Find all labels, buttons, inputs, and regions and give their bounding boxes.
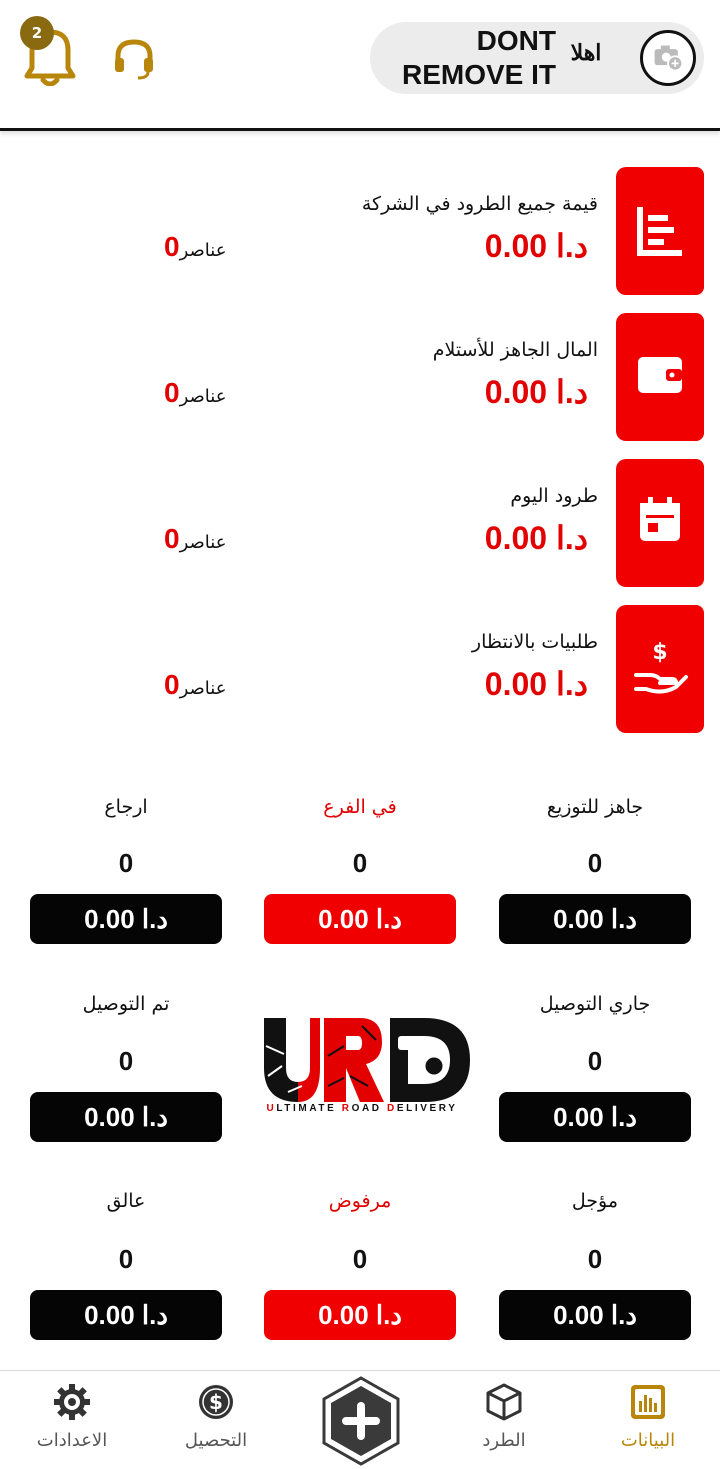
status-count: 0 — [352, 848, 368, 878]
nav-label-parcel: الطرد — [482, 1430, 526, 1451]
card-count-value: 0 — [164, 231, 180, 262]
status-count: 0 — [352, 1244, 368, 1274]
svg-text:$: $ — [209, 1390, 223, 1414]
status-label: مؤجل — [571, 1190, 619, 1212]
greeting-text: اهلا — [570, 40, 602, 65]
status-amount: 0.00 د.ا — [499, 1290, 691, 1340]
status-label: مرفوض — [328, 1190, 392, 1212]
status-label: تم التوصيل — [82, 993, 170, 1015]
status-count: 0 — [118, 1244, 134, 1274]
nav-label-data: البيانات — [620, 1430, 676, 1451]
card-count-value: 0 — [164, 377, 180, 408]
gear-icon — [52, 1382, 92, 1422]
camera-add-icon — [643, 33, 693, 83]
nav-item-parcel[interactable] — [434, 1382, 574, 1451]
status-amount: 0.00 د.ا — [30, 1290, 222, 1340]
status-label: في الفرع — [323, 796, 397, 818]
card-count-unit: عناصر — [179, 240, 227, 261]
status-count: 0 — [118, 848, 134, 878]
status-label: ارجاع — [104, 796, 148, 818]
card-count-unit: عناصر — [179, 678, 227, 699]
dollar-icon — [196, 1382, 236, 1422]
card-title: طرود اليوم — [510, 485, 598, 507]
nav-item-data[interactable] — [578, 1382, 718, 1451]
status-label: جاهز للتوزيع — [546, 796, 644, 818]
nav-label-collection: التحصيل — [184, 1430, 248, 1451]
card-title: طلبيات بالانتظار — [471, 631, 598, 653]
status-label: عالق — [106, 1190, 146, 1212]
card-amount: 0.00 د.ا — [484, 520, 588, 556]
support-headset-icon[interactable] — [112, 36, 156, 80]
notification-badge: 2 — [20, 16, 54, 50]
money-hand-icon — [616, 605, 704, 733]
status-count: 0 — [587, 1244, 603, 1274]
status-count: 0 — [118, 1046, 134, 1076]
user-name: DONT REMOVE IT — [401, 25, 556, 90]
box-icon — [484, 1382, 524, 1422]
status-amount: 0.00 د.ا — [30, 894, 222, 944]
nav-item-settings[interactable] — [2, 1382, 142, 1451]
card-count-unit: عناصر — [179, 386, 227, 407]
card-amount: 0.00 د.ا — [484, 228, 588, 264]
status-amount: 0.00 د.ا — [499, 894, 691, 944]
card-count — [164, 377, 294, 409]
card-title: المال الجاهز للأستلام — [432, 339, 598, 361]
status-amount: 0.00 د.ا — [264, 1290, 456, 1340]
status-amount: 0.00 د.ا — [30, 1092, 222, 1142]
card-count — [164, 523, 294, 555]
card-count-value: 0 — [164, 523, 180, 554]
status-count: 0 — [587, 848, 603, 878]
card-count — [164, 669, 294, 701]
card-count-value: 0 — [164, 669, 180, 700]
nav-item-collection[interactable] — [146, 1382, 286, 1451]
card-count — [164, 231, 294, 263]
add-parcel-button[interactable] — [320, 1376, 402, 1466]
chart-icon — [616, 167, 704, 295]
wallet-icon — [616, 313, 704, 441]
status-amount: 0.00 د.ا — [499, 1092, 691, 1142]
status-label: جاري التوصيل — [539, 993, 651, 1015]
status-count: 0 — [587, 1046, 603, 1076]
avatar[interactable] — [640, 30, 696, 86]
card-amount: 0.00 د.ا — [484, 374, 588, 410]
status-amount: 0.00 د.ا — [264, 894, 456, 944]
nav-label-settings: الاعدادات — [36, 1430, 108, 1451]
card-amount: 0.00 د.ا — [484, 666, 588, 702]
card-title: قيمة جميع الطرود في الشركة — [361, 193, 598, 215]
svg-text:$: $ — [652, 640, 668, 665]
stats-icon — [628, 1382, 668, 1422]
calendar-icon — [616, 459, 704, 587]
logo-caption: ULTIMATE ROAD DELIVERY — [266, 1103, 458, 1114]
card-count-unit: عناصر — [179, 532, 227, 553]
